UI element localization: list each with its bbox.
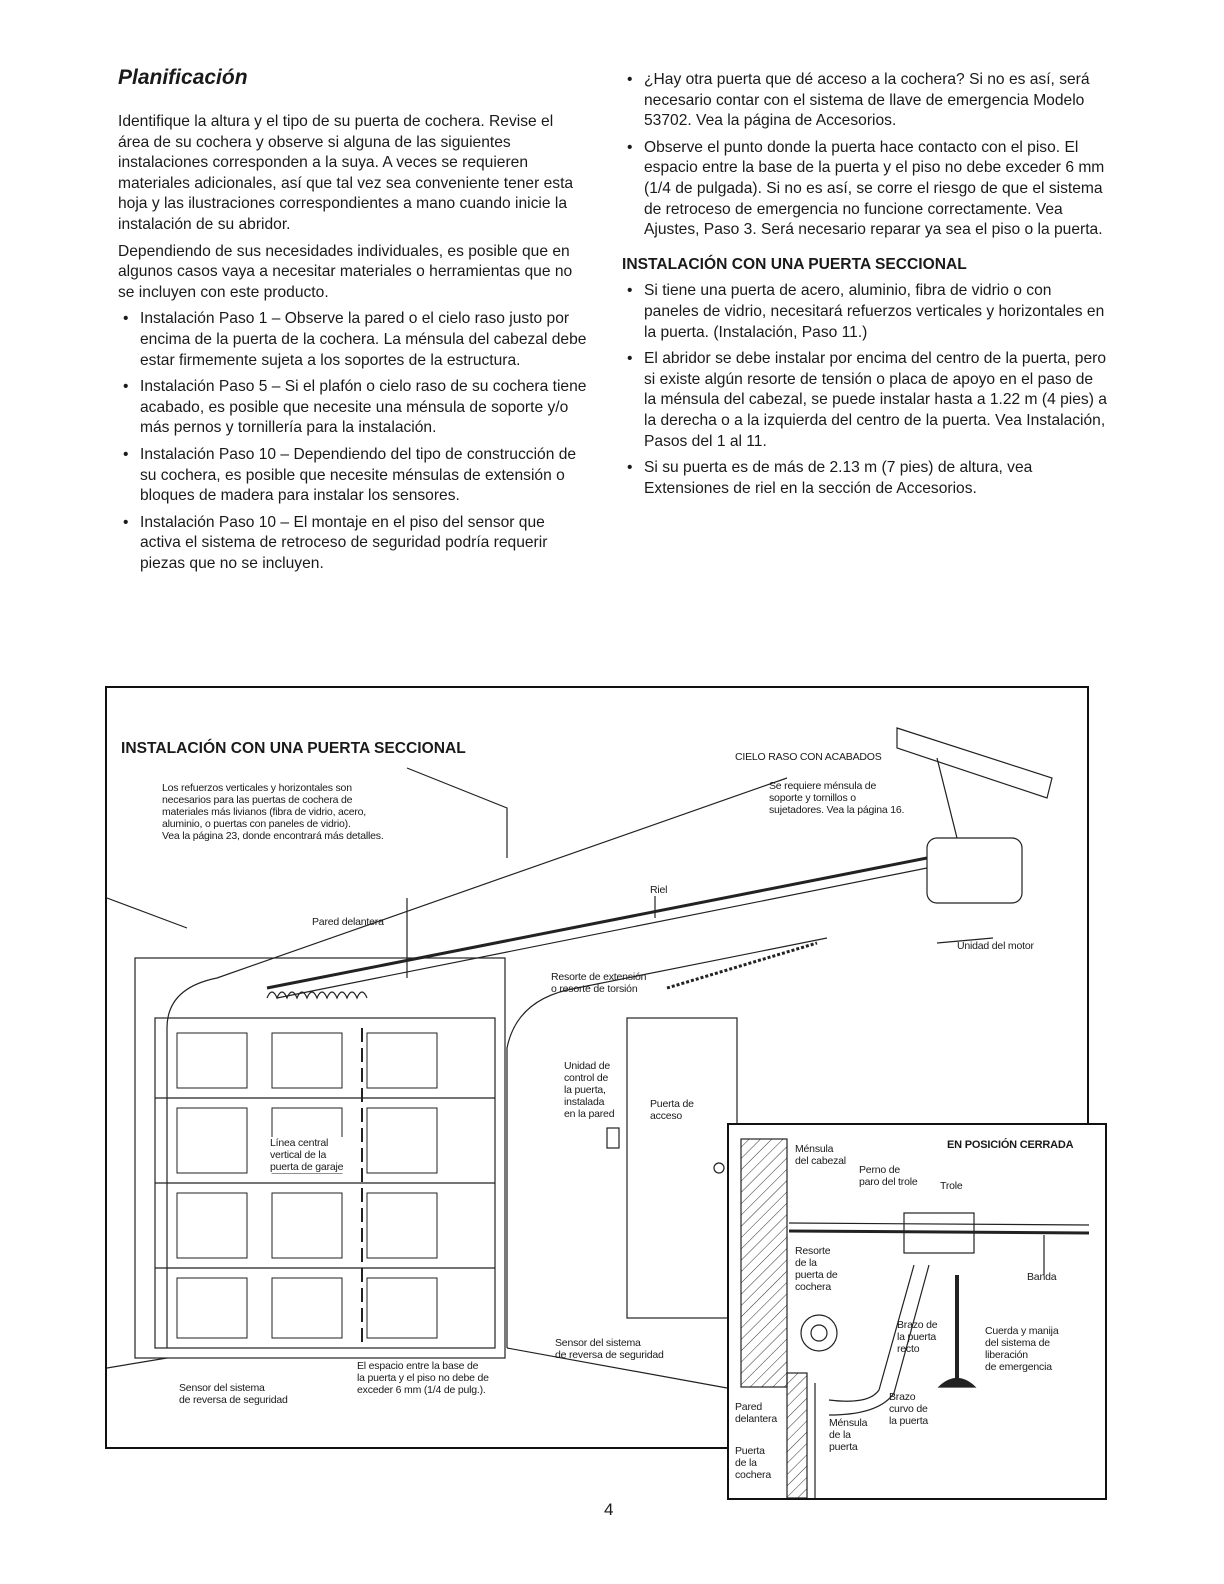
label-refuerzos: Los refuerzos verticales y horizontales son necesarios para las puertas de cochera de materiales más livianos (fibra de vidrio, acero, aluminio, o puertas con paneles de vidrio). Vea la página 23, donde encontrará más detalles. <box>162 782 384 842</box>
label-riel: Riel <box>650 884 668 896</box>
section-bullet-list <box>622 281 1108 499</box>
right-column <box>622 70 1108 505</box>
figure-title: INSTALACIÓN CON UNA PUERTA SECCIONAL <box>121 740 466 757</box>
left-bullet-list <box>118 309 588 574</box>
page-title: Planificación <box>118 66 248 89</box>
needs-paragraph: Dependiendo de sus necesidades individuales, es posible que en algunos casos vaya a necesitar materiales o herramientas que no se incluyen con este producto. <box>118 242 573 301</box>
label-banda: Banda <box>1027 1271 1057 1283</box>
label-cielo-raso: CIELO RASO CON ACABADOS <box>735 751 882 763</box>
label-mensula-cabezal: Ménsula del cabezal <box>795 1143 846 1167</box>
list-item: • Instalación Paso 5 – Si el plafón o cielo raso de su cochera tiene acabado, es posible que necesite una ménsula de soporte y/o más pernos y tornillería para la instalación. <box>118 377 588 439</box>
list-item: • El abridor se debe instalar por encima del centro de la puerta, pero si existe algún resorte de tensión o placa de apoyo en el paso de la ménsula del cabezal, se puede instalar hasta a 1.22 m (4 pies) a la derecha o a la izquierda del centro de la puerta. Vea Instalación, Pasos del 1 al 11. <box>622 349 1108 452</box>
section-heading: INSTALACIÓN CON UNA PUERTA SECCIONAL <box>622 255 967 273</box>
label-requiere: Se requiere ménsula de soporte y tornillos o sujetadores. Vea la página 16. <box>769 780 905 816</box>
label-sensor-left: Sensor del sistema de reversa de seguridad <box>179 1382 288 1406</box>
label-espacio: El espacio entre la base de la puerta y el piso no debe de exceder 6 mm (1/4 de pulg.). <box>357 1360 489 1396</box>
label-trole: Trole <box>940 1180 963 1192</box>
label-puerta-cochera: Puerta de la cochera <box>735 1445 771 1481</box>
left-column <box>118 112 588 580</box>
label-linea-central: Línea central vertical de la puerta de garaje <box>270 1137 344 1173</box>
right-bullet-list <box>622 70 1108 241</box>
list-item: • Si tiene una puerta de acero, aluminio, fibra de vidrio o con paneles de vidrio, necesitará refuerzos verticales y horizontales en la puerta. (Instalación, Paso 11.) <box>622 281 1108 343</box>
list-item: • Observe el punto donde la puerta hace contacto con el piso. El espacio entre la base de la puerta y el piso no debe exceder 6 mm (1/4 de pulgada). Si no es así, se corre el riesgo de que el sistema de retroceso de emergencia no funcione correctamente. Vea Ajustes, Paso 3. Será necesario reparar ya sea el piso o la puerta. <box>622 138 1108 241</box>
page-number: 4 <box>604 1500 614 1519</box>
label-perno: Perno de paro del trole <box>859 1164 918 1188</box>
list-item: • Instalación Paso 1 – Observe la pared o el cielo raso justo por encima de la puerta de la cochera. La ménsula del cabezal debe estar firmemente sujeta a los soportes de la estructura. <box>118 309 588 371</box>
intro-paragraph: Identifique la altura y el tipo de su puerta de cochera. Revise el área de su cochera y observe si alguna de las siguientes instalaciones corresponden a la suya. A veces se requieren materiales adicionales, así que tal vez sea conveniente tener esta hoja y las ilustraciones correspondientes a mano cuando inicie la instalación de su abridor. <box>118 113 574 233</box>
closed-position-inset <box>727 1123 1107 1500</box>
inset-title: EN POSICIÓN CERRADA <box>947 1139 1074 1151</box>
label-resorte: Resorte de extensión o resorte de torsión <box>551 971 647 995</box>
label-resorte-puerta: Resorte de la puerta de cochera <box>795 1245 838 1293</box>
list-item: • Instalación Paso 10 – Dependiendo del tipo de construcción de su cochera, es posible que necesite ménsulas de extensión o bloques de madera para instalar los sensores. <box>118 445 588 507</box>
label-brazo-curvo: Brazo curvo de la puerta <box>889 1391 929 1427</box>
label-puerta-acceso: Puerta de acceso <box>650 1098 694 1122</box>
label-cuerda: Cuerda y manija del sistema de liberación de emergencia <box>985 1325 1059 1373</box>
list-item: • Instalación Paso 10 – El montaje en el piso del sensor que activa el sistema de retroceso de seguridad podría requerir piezas que no se incluyen. <box>118 513 588 575</box>
label-unidad-control: Unidad de control de la puerta, instalada en la pared <box>564 1060 615 1120</box>
label-pared-delantera: Pared delantera <box>312 916 384 928</box>
label-brazo-recto: Brazo de la puerta recto <box>897 1319 938 1355</box>
label-unidad-motor: Unidad del motor <box>957 940 1034 952</box>
label-pared: Pared delantera <box>735 1401 777 1425</box>
list-item: • ¿Hay otra puerta que dé acceso a la cochera? Si no es así, será necesario contar con el sistema de llave de emergencia Modelo 53702. Vea la página de Accesorios. <box>622 70 1108 132</box>
label-sensor-right: Sensor del sistema de reversa de seguridad <box>555 1337 664 1361</box>
list-item: • Si su puerta es de más de 2.13 m (7 pies) de altura, vea Extensiones de riel en la sección de Accesorios. <box>622 458 1108 499</box>
label-mensula-puerta: Ménsula de la puerta <box>829 1417 868 1453</box>
